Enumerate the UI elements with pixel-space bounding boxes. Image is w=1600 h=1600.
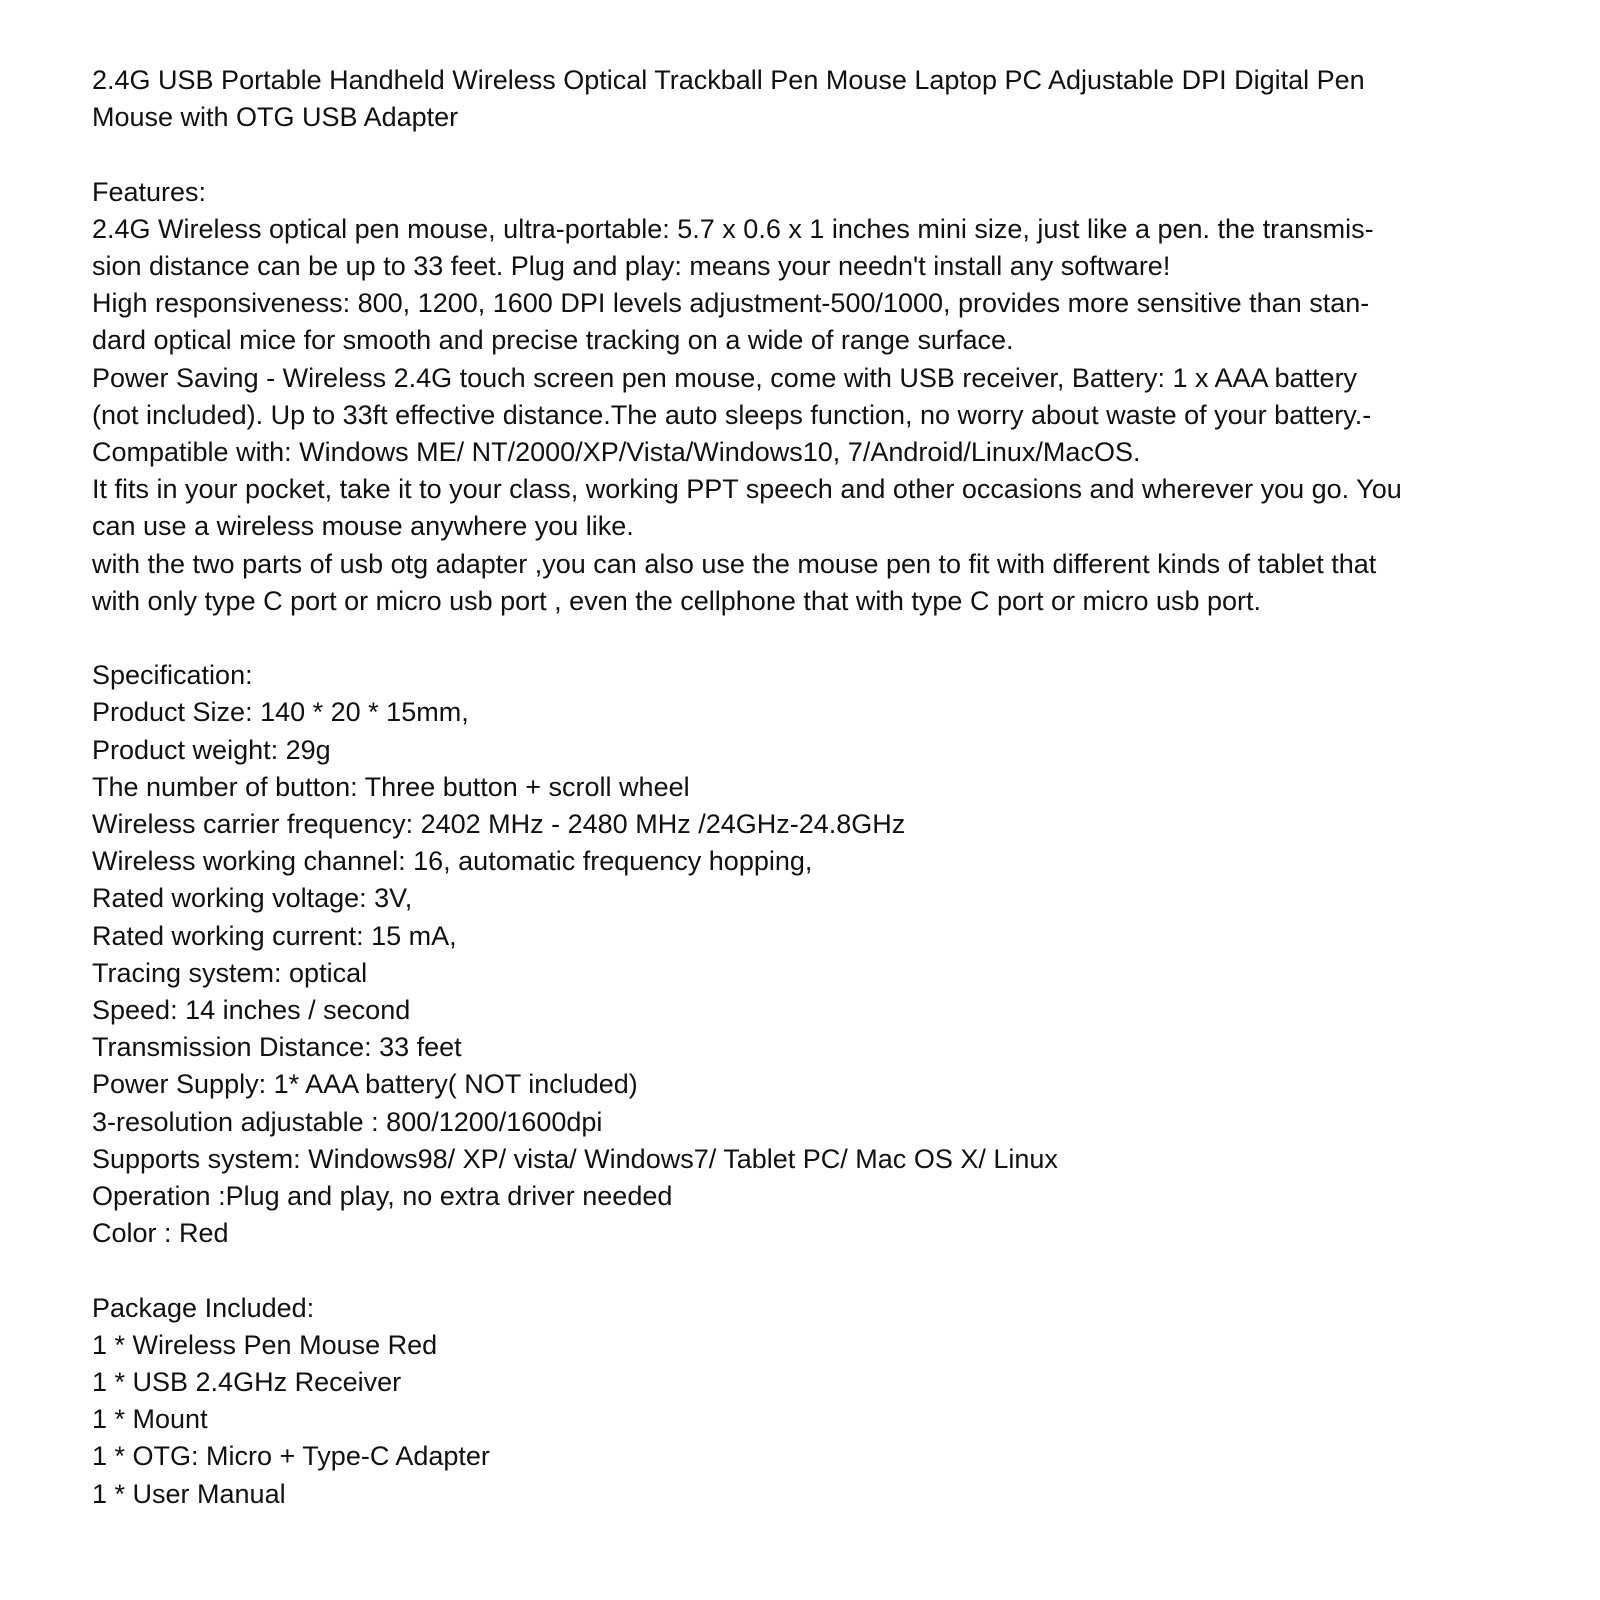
package-line: 1 * USB 2.4GHz Receiver: [92, 1367, 402, 1398]
spec-line: Color : Red: [92, 1218, 229, 1249]
title-line: 2.4G USB Portable Handheld Wireless Optical Trackball Pen Mouse Laptop PC Adjustable DPI Digital Pen: [92, 65, 1365, 95]
features-line: Compatible with: Windows ME/ NT/2000/XP/Vista/Windows10, 7/Android/Linux/MacOS.: [92, 437, 1141, 468]
features-line: dard optical mice for smooth and precise tracking on a wide of range surface.: [92, 325, 1014, 356]
features-heading: Features:: [92, 176, 207, 207]
features-line: 2.4G Wireless optical pen mouse, ultra-portable: 5.7 x 0.6 x 1 inches mini size, just like a pen. the transmis-: [92, 213, 1374, 244]
package-line: 1 * Mount: [92, 1404, 208, 1435]
spec-line: Transmission Distance: 33 feet: [92, 1032, 462, 1063]
spec-line: Wireless working channel: 16, automatic frequency hopping,: [92, 846, 813, 877]
spec-line: 3-resolution adjustable : 800/1200/1600dpi: [92, 1106, 603, 1137]
spec-line: Rated working voltage: 3V,: [92, 883, 413, 914]
spec-line: Speed: 14 inches / second: [92, 995, 411, 1026]
spec-line: Power Supply: 1* AAA battery( NOT included): [92, 1069, 638, 1100]
specification-section: [92, 657, 1522, 1252]
title-line: Mouse with OTG USB Adapter: [92, 102, 459, 133]
spacer: [92, 1252, 1522, 1289]
spec-line: Tracing system: optical: [92, 957, 368, 988]
spec-line: Product weight: 29g: [92, 734, 331, 765]
spec-line: Rated working current: 15 mA,: [92, 920, 457, 951]
spec-line: Operation :Plug and play, no extra driver needed: [92, 1181, 673, 1212]
package-heading: Package Included:: [92, 1292, 315, 1323]
features-line: (not included). Up to 33ft effective distance.The auto sleeps function, no worry about waste of your battery.-: [92, 399, 1372, 430]
spacer: [92, 136, 1522, 173]
spec-line: The number of button: Three button + scroll wheel: [92, 771, 690, 802]
features-line: with only type C port or micro usb port , even the cellphone that with type C port or micro usb port.: [92, 585, 1262, 616]
features-section: [92, 174, 1522, 620]
features-line: Power Saving - Wireless 2.4G touch screen pen mouse, come with USB receiver, Battery: 1 x AAA battery: [92, 362, 1358, 393]
features-line: with the two parts of usb otg adapter ,you can also use the mouse pen to fit with different kinds of tablet that: [92, 548, 1377, 579]
package-section: [92, 1290, 1522, 1513]
spacer: [92, 620, 1522, 657]
spec-line: Product Size: 140 * 20 * 15mm,: [92, 697, 469, 728]
features-line: It fits in your pocket, take it to your class, working PPT speech and other occasions and wherever you go. You: [92, 474, 1402, 505]
document-page: [92, 62, 1522, 1513]
package-line: 1 * OTG: Micro + Type-C Adapter: [92, 1441, 490, 1472]
features-line: sion distance can be up to 33 feet. Plug and play: means your needn't install any software!: [92, 251, 1171, 281]
package-line: 1 * Wireless Pen Mouse Red: [92, 1329, 438, 1360]
specification-heading: Specification:: [92, 660, 253, 691]
features-line: can use a wireless mouse anywhere you like.: [92, 511, 634, 542]
features-line: High responsiveness: 800, 1200, 1600 DPI levels adjustment-500/1000, provides more sensitive than stan-: [92, 288, 1370, 319]
product-title: [92, 62, 1522, 136]
package-line: 1 * User Manual: [92, 1478, 286, 1509]
spec-line: Wireless carrier frequency: 2402 MHz - 2480 MHz /24GHz-24.8GHz: [92, 809, 906, 840]
spec-line: Supports system: Windows98/ XP/ vista/ Windows7/ Tablet PC/ Mac OS X/ Linux: [92, 1143, 1058, 1174]
